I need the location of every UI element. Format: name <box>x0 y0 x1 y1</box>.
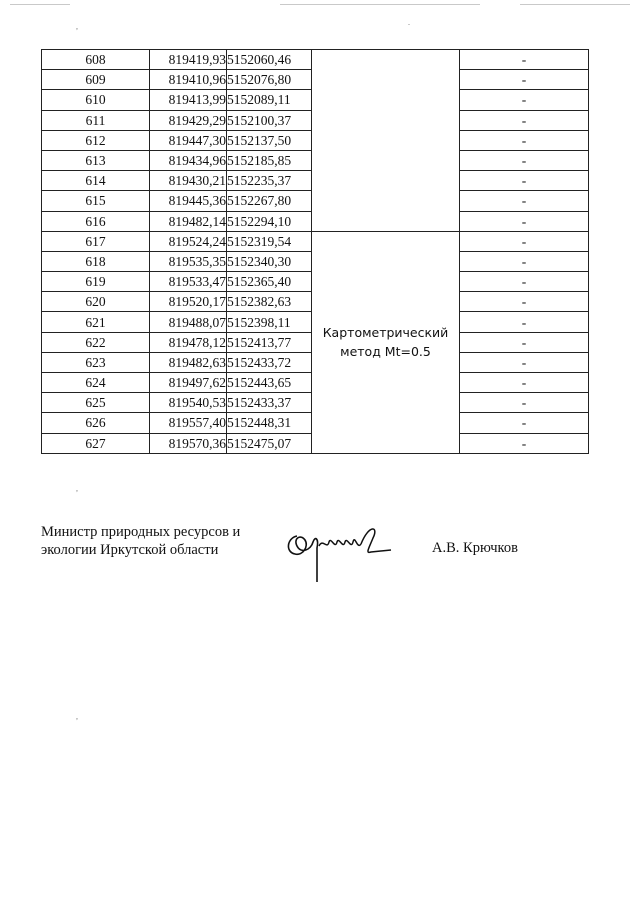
accuracy-value: - <box>460 231 589 251</box>
accuracy-value: - <box>460 433 589 453</box>
point-number: 613 <box>42 150 150 170</box>
accuracy-value: - <box>460 110 589 130</box>
point-number: 625 <box>42 393 150 413</box>
signatory-title-line2: экологии Иркутской области <box>41 542 219 558</box>
accuracy-value: - <box>460 373 589 393</box>
accuracy-value: - <box>460 292 589 312</box>
coordinate-y: 5152319,54 <box>227 231 312 251</box>
coordinate-y: 5152448,31 <box>227 413 312 433</box>
coordinate-y: 5152398,11 <box>227 312 312 332</box>
accuracy-value: - <box>460 171 589 191</box>
coordinate-x: 819430,21 <box>150 171 227 191</box>
signatory-title-line1: Министр природных ресурсов и <box>41 524 241 540</box>
table-row <box>42 231 589 251</box>
point-number: 609 <box>42 70 150 90</box>
coordinate-x: 819410,96 <box>150 70 227 90</box>
point-number: 616 <box>42 211 150 231</box>
point-number: 612 <box>42 130 150 150</box>
scan-speck: , <box>76 712 78 721</box>
method-cell-empty <box>312 50 460 232</box>
coordinate-y: 5152382,63 <box>227 292 312 312</box>
coordinate-y: 5152433,72 <box>227 352 312 372</box>
point-number: 608 <box>42 50 150 70</box>
point-number: 614 <box>42 171 150 191</box>
coordinate-y: 5152089,11 <box>227 90 312 110</box>
scan-artifact <box>280 4 480 5</box>
coordinate-x: 819419,93 <box>150 50 227 70</box>
point-number: 621 <box>42 312 150 332</box>
coordinate-x: 819535,35 <box>150 251 227 271</box>
accuracy-value: - <box>460 251 589 271</box>
coordinate-x: 819520,17 <box>150 292 227 312</box>
coordinate-x: 819482,14 <box>150 211 227 231</box>
accuracy-value: - <box>460 90 589 110</box>
point-number: 617 <box>42 231 150 251</box>
coordinate-y: 5152060,46 <box>227 50 312 70</box>
coordinate-x: 819557,40 <box>150 413 227 433</box>
point-number: 611 <box>42 110 150 130</box>
coordinate-y: 5152076,80 <box>227 70 312 90</box>
point-number: 615 <box>42 191 150 211</box>
accuracy-value: - <box>460 393 589 413</box>
coordinates-table <box>41 49 589 454</box>
coordinate-x: 819434,96 <box>150 150 227 170</box>
coordinate-y: 5152137,50 <box>227 130 312 150</box>
point-number: 623 <box>42 352 150 372</box>
accuracy-value: - <box>460 272 589 292</box>
accuracy-value: - <box>460 191 589 211</box>
coordinate-x: 819478,12 <box>150 332 227 352</box>
handwritten-signature <box>283 520 393 590</box>
signatory-name: А.В. Крючков <box>432 540 518 556</box>
scan-speck: . <box>408 18 410 27</box>
accuracy-value: - <box>460 332 589 352</box>
accuracy-value: - <box>460 211 589 231</box>
accuracy-value: - <box>460 50 589 70</box>
point-number: 626 <box>42 413 150 433</box>
coordinate-x: 819540,53 <box>150 393 227 413</box>
point-number: 627 <box>42 433 150 453</box>
accuracy-value: - <box>460 352 589 372</box>
coordinate-x: 819482,63 <box>150 352 227 372</box>
table-row <box>42 50 589 70</box>
coordinate-y: 5152433,37 <box>227 393 312 413</box>
point-number: 624 <box>42 373 150 393</box>
coordinate-y: 5152235,37 <box>227 171 312 191</box>
coordinate-x: 819447,30 <box>150 130 227 150</box>
coordinate-x: 819445,36 <box>150 191 227 211</box>
coordinate-x: 819533,47 <box>150 272 227 292</box>
accuracy-value: - <box>460 130 589 150</box>
point-number: 619 <box>42 272 150 292</box>
scan-artifact <box>520 4 630 5</box>
coordinate-x: 819488,07 <box>150 312 227 332</box>
coordinate-x: 819524,24 <box>150 231 227 251</box>
accuracy-value: - <box>460 150 589 170</box>
accuracy-value: - <box>460 70 589 90</box>
scan-speck: , <box>76 22 78 31</box>
coordinate-y: 5152475,07 <box>227 433 312 453</box>
point-number: 620 <box>42 292 150 312</box>
scan-artifact <box>10 4 70 5</box>
method-line1: Картометрический <box>322 325 449 341</box>
coordinate-y: 5152365,40 <box>227 272 312 292</box>
coordinate-x: 819429,29 <box>150 110 227 130</box>
coordinate-y: 5152267,80 <box>227 191 312 211</box>
coordinate-y: 5152185,85 <box>227 150 312 170</box>
accuracy-value: - <box>460 312 589 332</box>
coordinate-y: 5152443,65 <box>227 373 312 393</box>
point-number: 622 <box>42 332 150 352</box>
signatory-title <box>41 523 240 559</box>
coordinate-x: 819497,62 <box>150 373 227 393</box>
method-line2: метод Mt=0.5 <box>340 344 431 360</box>
coordinate-y: 5152294,10 <box>227 211 312 231</box>
point-number: 610 <box>42 90 150 110</box>
scan-speck: , <box>76 484 78 493</box>
coordinate-y: 5152413,77 <box>227 332 312 352</box>
coordinate-x: 819413,99 <box>150 90 227 110</box>
accuracy-value: - <box>460 413 589 433</box>
point-number: 618 <box>42 251 150 271</box>
coordinate-y: 5152100,37 <box>227 110 312 130</box>
coordinate-x: 819570,36 <box>150 433 227 453</box>
coordinate-y: 5152340,30 <box>227 251 312 271</box>
method-cell <box>312 231 460 453</box>
coordinates-table-body <box>42 50 589 454</box>
